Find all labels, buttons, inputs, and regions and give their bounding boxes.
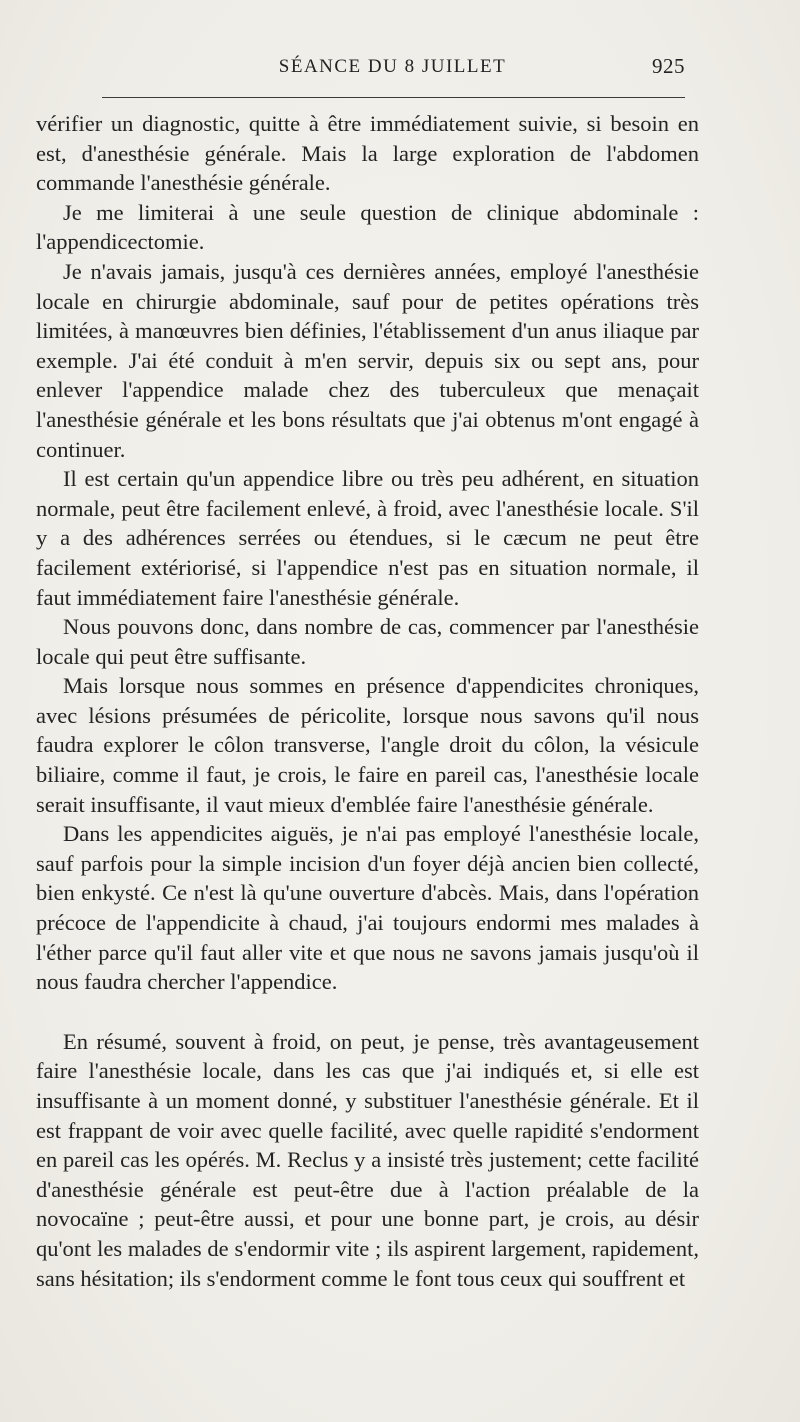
body-text [36,109,699,1293]
paragraph-8: En résumé, souvent à froid, on peut, je pense, très avantageusement faire l'anesthésie locale, dans les cas que j'ai indiqués et, si elle est insuffisante à un moment donné, y substituer l'anesthésie générale. Et il est frappant de voir avec quelle facilité, avec quelle rapidité s'endorment en pareil cas les opérés. M. Reclus y a insisté très justement; cette facilité d'anesthésie générale est peut-être due à l'action préalable de la novocaïne ; peut-être aussi, et pour une bonne part, je crois, au désir qu'ont les malades de s'endormir vite ; ils aspirent largement, rapidement, sans hésitation; ils s'endorment comme le font tous ceux qui souffrent et [36,1028,699,1291]
running-head: SÉANCE DU 8 JUILLET [278,56,507,77]
header-rule [102,97,685,98]
paragraph-2: Je me limiterai à une seule question de clinique abdominale : l'appendicectomie. [36,199,699,255]
page-number: 925 [652,54,685,78]
paragraph-5: Nous pouvons donc, dans nombre de cas, commencer par l'anesthésie locale qui peut être suffisante. [36,614,699,669]
paragraph-6: Mais lorsque nous sommes en présence d'appendicites chroniques, avec lésions présumées de péricolite, lorsque nous savons qu'il nous faudra explorer le côlon transverse, l'angle droit du côlon, la vésicule biliaire, comme il faut, je crois, le faire en pareil cas, l'anesthésie locale serait insuffisante, il vaut mieux d'emblée faire l'anesthésie générale. [36,673,699,817]
paragraph-3: Je n'avais jamais, jusqu'à ces dernières années, employé l'anesthésie locale en chirurgie abdominale, sauf pour de petites opérations très limitées, à manœuvres bien définies, l'établissement d'un anus iliaque par exemple. J'ai été conduit à m'en servir, depuis six ou sept ans, pour enlever l'appendice malade chez des tuberculeux que menaçait l'anesthésie générale et les bons résultats que j'ai obtenus m'ont engagé à continuer. [36,258,699,462]
paragraph-4: Il est certain qu'un appendice libre ou très peu adhérent, en situation normale, peut être facilement enlevé, à froid, avec l'anesthésie locale. S'il y a des adhérences serrées ou étendues, si le cæcum ne peut être facilement extériorisé, si l'appendice n'est pas en situation normale, il faut immédiatement faire l'anesthésie générale. [36,466,699,610]
page-header [100,54,685,84]
paragraph-1: vérifier un diagnostic, quitte à être immédiatement suivie, si besoin en est, d'anesthésie générale. Mais la large exploration de l'abdomen commande l'anesthésie générale. [36,111,699,196]
paragraph-7: Dans les appendicites aiguës, je n'ai pas employé l'anesthésie locale, sauf parfois pour la simple incision d'un foyer déjà ancien bien collecté, bien enkysté. Ce n'est là qu'une ouverture d'abcès. Mais, dans l'opération précoce de l'appendicite à chaud, j'ai toujours endormi mes malades à l'éther parce qu'il faut aller vite et que nous ne savons jamais jusqu'où il nous faudra chercher l'appendice. [36,821,699,995]
